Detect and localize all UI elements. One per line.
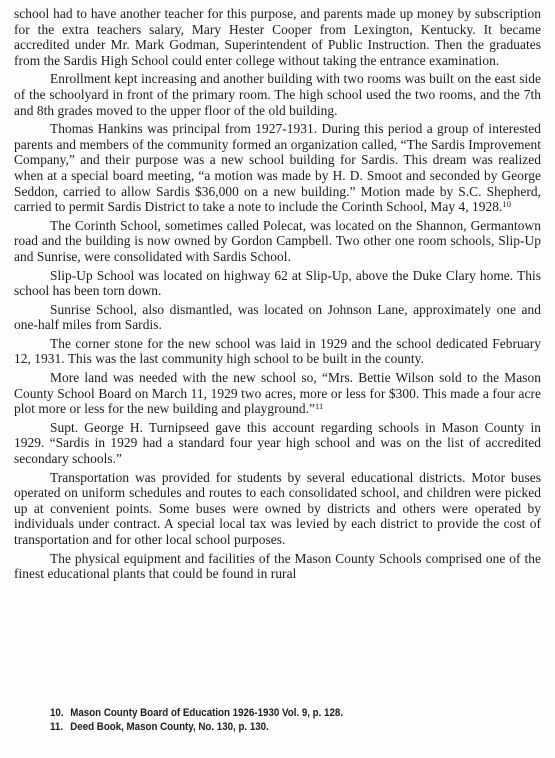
paragraph	[14, 268, 541, 299]
paragraph-text: Enrollment kept increasing and another building with two rooms was built on the east side of the schoolyard in front of the primary room. The high school used the two rooms, and the 7th and 8th grades moved to the upper floor of the old building.	[14, 71, 541, 118]
footnote-11	[50, 720, 343, 734]
footnote-number: 10.	[50, 707, 64, 719]
paragraph	[14, 470, 541, 548]
paragraph	[14, 336, 541, 367]
paragraph-text: school had to have another teacher for this purpose, and parents made up money by subscription for the extra teachers salary, Mary Hester Cooper from Lexington, Kentucky. It became accredited under Mr. Mark Godman, Superintendent of Public Instruction. Then the graduates from the Sardis High School could enter college without taking the entrance examination.	[14, 6, 541, 68]
footnote-ref: 11	[315, 401, 324, 412]
paragraph	[14, 302, 541, 333]
paragraph	[14, 370, 541, 417]
paragraph-text: More land was needed with the new school so, “Mrs. Bettie Wilson sold to the Mason County School Board on March 11, 1929 two acres, more or less for $300. This made a four acre plot more or less for the new building and playground.”	[14, 370, 541, 417]
paragraph-text: Thomas Hankins was principal from 1927-1931. During this period a group of interested parents and members of the community formed an organization called, “The Sardis Improvement Company,” and their purpose was a new school building for Sardis. This dream was realized when at a special board meeting, “a motion was made by H. D. Smoot and seconded by George Seddon, carried to allow Sardis $36,000 on a new building.” Motion made by S.C. Shepherd, carried to permit Sardis District to take a note to include the Corinth School, May 4, 1928.	[14, 121, 541, 215]
paragraph	[14, 218, 541, 265]
footnote-10	[50, 706, 343, 720]
paragraph-text: The corner stone for the new school was laid in 1929 and the school dedicated February 12, 1931. This was the last community high school to be built in the county.	[14, 335, 541, 367]
paragraph	[14, 551, 541, 582]
footnote-ref: 10	[502, 199, 512, 210]
paragraph-text: The physical equipment and facilities of the Mason County Schools comprised one of the finest educational plants that could be found in rural	[14, 550, 541, 582]
paragraph	[14, 71, 541, 118]
body-text	[14, 6, 541, 582]
paragraph	[14, 420, 541, 467]
paragraph-text: Supt. George H. Turnipseed gave this account regarding schools in Mason County in 1929. “Sardis in 1929 had a standard four year high school and was on the list of accredited secondary schools.”	[14, 419, 541, 467]
paragraph	[14, 121, 541, 215]
footnote-text: Mason County Board of Education 1926-1930 Vol. 9, p. 128.	[70, 707, 344, 719]
paragraph-text: Slip-Up School was located on highway 62 at Slip-Up, above the Duke Clary home. This school has been torn down.	[14, 267, 541, 299]
footnotes	[50, 706, 343, 734]
paragraph	[14, 6, 541, 68]
paragraph-text: Sunrise School, also dismantled, was located on Johnson Lane, approximately one and one-half miles from Sardis.	[14, 301, 541, 333]
footnote-text: Deed Book, Mason County, No. 130, p. 130.	[70, 721, 269, 733]
footnote-number: 11.	[50, 721, 64, 733]
paragraph-text: The Corinth School, sometimes called Polecat, was located on the Shannon, Germantown road and the building is now owned by Gordon Campbell. Two other one room schools, Slip-Up and Sunrise, were consolidated with Sardis School.	[14, 217, 541, 264]
paragraph-text: Transportation was provided for students by several educational districts. Motor buses operated on uniform schedules and routes to each consolidated school, and children were picked up at convenient points. Some buses were owned by districts and others were operated by individuals under contract. A special local tax was levied by each district to provide the cost of transportation and for other local school purposes.	[14, 469, 541, 547]
